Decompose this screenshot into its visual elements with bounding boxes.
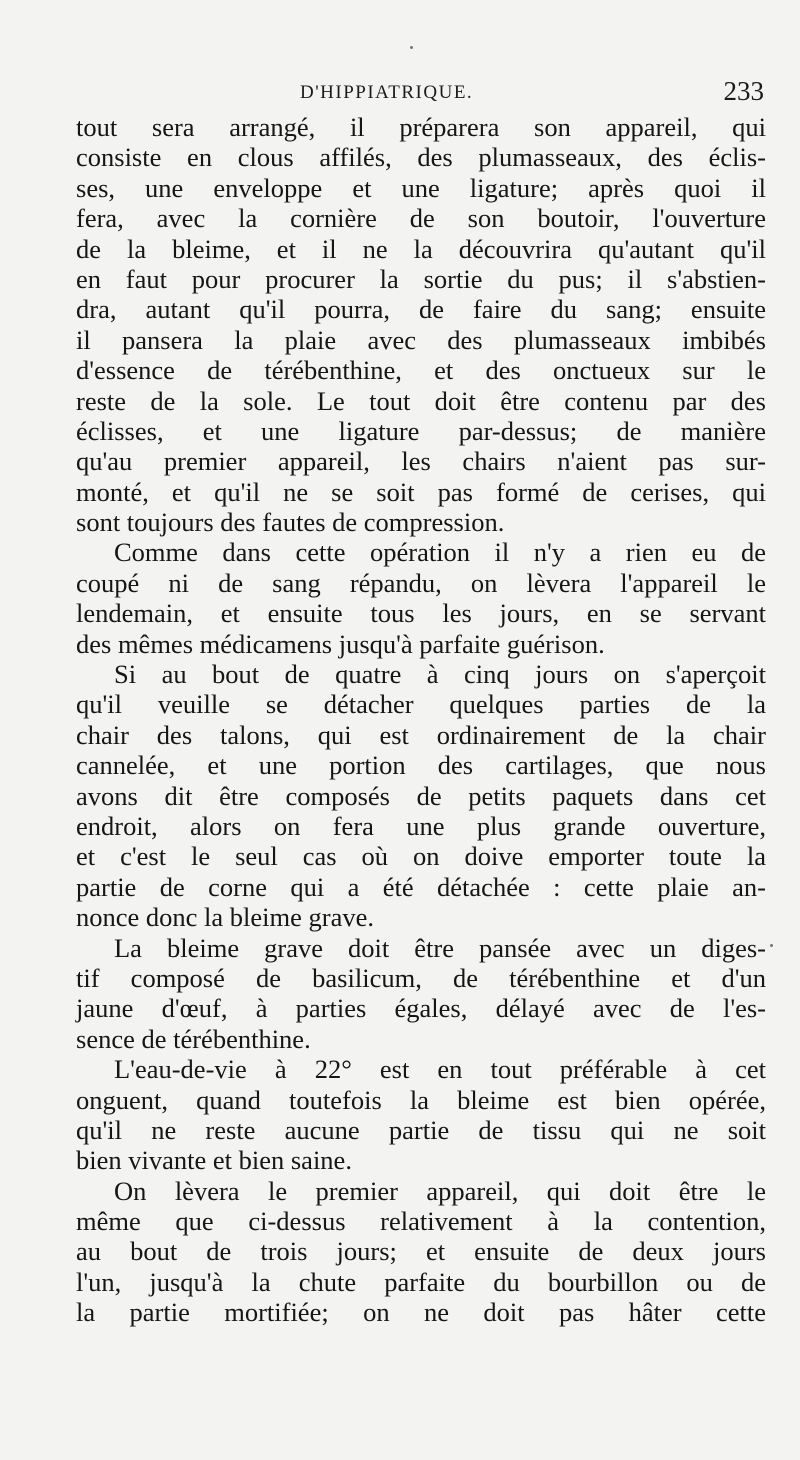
text-line: l'un, jusqu'à la chute parfaite du bourbillon ou de	[76, 1266, 766, 1297]
running-head: D'HIPPIATRIQUE.	[300, 82, 474, 103]
text-line: cannelée, et une portion des cartilages, que nous	[76, 750, 766, 781]
text-line: d'essence de térébenthine, et des onctueux sur le	[76, 355, 766, 386]
paragraph-end-line: bien vivante et bien saine.	[76, 1145, 352, 1176]
paragraph-end-line: nonce donc la bleime grave.	[76, 902, 374, 933]
text-line: en faut pour procurer la sortie du pus; il s'abstien-	[76, 263, 766, 294]
page-number: 233	[723, 76, 764, 106]
paragraph-end-line: sont toujours des fautes de compression.	[76, 507, 505, 538]
text-line: qu'il veuille se détacher quelques parties de la	[76, 689, 766, 720]
text-line: endroit, alors on fera une plus grande ouverture,	[76, 810, 766, 841]
paper-speck	[770, 944, 773, 947]
paragraph-end-line: sence de térébenthine.	[76, 1023, 311, 1054]
text-line: ses, une enveloppe et une ligature; après quoi il	[76, 172, 766, 203]
text-line: éclisses, et une ligature par-dessus; de manière	[76, 415, 766, 446]
paragraph-start-line: On lèvera le premier appareil, qui doit être le	[114, 1175, 766, 1206]
text-line: partie de corne qui a été détachée : cette plaie an-	[76, 871, 766, 902]
text-line: tif composé de basilicum, de térébenthine et d'un	[76, 962, 766, 993]
paragraph-start-line: Comme dans cette opération il n'y a rien eu de	[114, 537, 766, 568]
text-line: avons dit être composés de petits paquets dans cet	[76, 780, 766, 811]
paper-speck	[410, 46, 413, 49]
text-line: monté, et qu'il ne se soit pas formé de cerises, qui	[76, 476, 766, 507]
text-line: de la bleime, et il ne la découvrira qu'autant qu'il	[76, 233, 766, 264]
text-line: qu'au premier appareil, les chairs n'aient pas sur-	[76, 446, 766, 477]
text-line: reste de la sole. Le tout doit être contenu par des	[76, 385, 766, 416]
text-line: jaune d'œuf, à parties égales, délayé avec de l'es-	[76, 993, 766, 1024]
text-line: coupé ni de sang répandu, on lèvera l'appareil le	[76, 567, 766, 598]
page-header	[76, 74, 764, 108]
text-line: qu'il ne reste aucune partie de tissu qui ne soit	[76, 1114, 766, 1145]
text-line: la partie mortifiée; on ne doit pas hâter cette	[76, 1297, 766, 1328]
body-text	[76, 112, 766, 1328]
text-line: même que ci-dessus relativement à la contention,	[76, 1206, 766, 1237]
paragraph-start-line: L'eau-de-vie à 22° est en tout préférable à cet	[114, 1054, 766, 1085]
text-line: lendemain, et ensuite tous les jours, en se servant	[76, 598, 766, 629]
text-line: onguent, quand toutefois la bleime est bien opérée,	[76, 1084, 766, 1115]
paragraph-start-line: Si au bout de quatre à cinq jours on s'aperçoit	[114, 659, 766, 690]
text-line: il pansera la plaie avec des plumasseaux imbibés	[76, 324, 766, 355]
text-line: tout sera arrangé, il préparera son appareil, qui	[76, 112, 766, 142]
text-line: et c'est le seul cas où on doive emporter toute la	[76, 841, 766, 872]
text-line: fera, avec la cornière de son boutoir, l'ouverture	[76, 203, 766, 234]
text-line: dra, autant qu'il pourra, de faire du sang; ensuite	[76, 294, 766, 325]
text-line: consiste en clous affilés, des plumasseaux, des éclis-	[76, 142, 766, 173]
text-line: chair des talons, qui est ordinairement de la chair	[76, 719, 766, 750]
text-line: au bout de trois jours; et ensuite de deux jours	[76, 1236, 766, 1267]
paragraph-start-line: La bleime grave doit être pansée avec un diges-	[114, 932, 766, 963]
paragraph-end-line: des mêmes médicamens jusqu'à parfaite guérison.	[76, 628, 605, 659]
